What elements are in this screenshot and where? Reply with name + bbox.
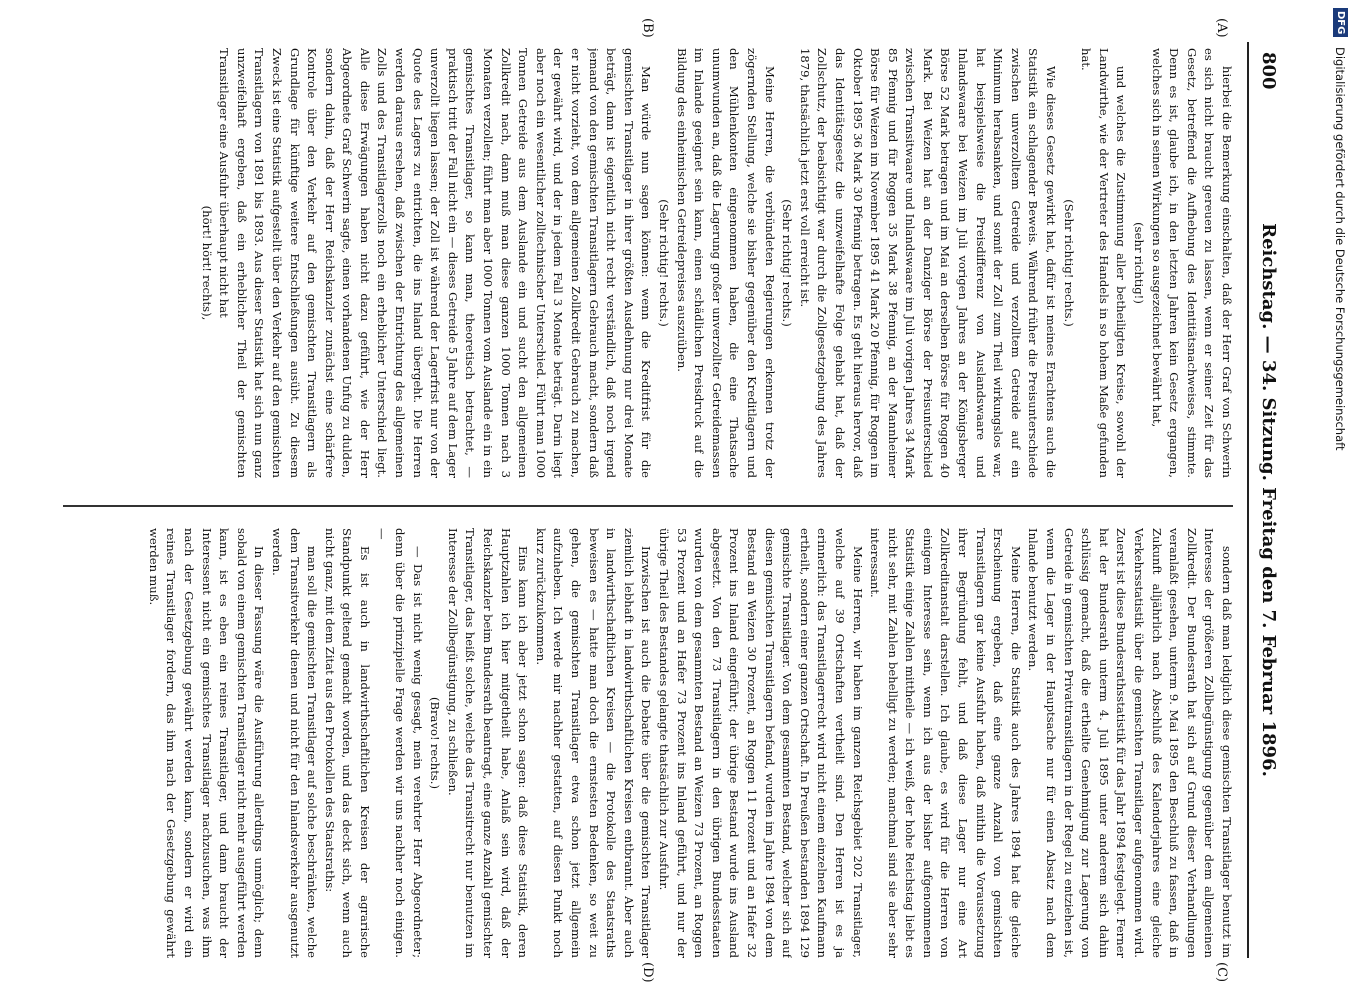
- page-header: [1247, 42, 1283, 958]
- parliamentary-interjection: (Bravo! rechts.): [428, 696, 443, 790]
- paragraph: Meine Herren, wir haben im ganzen Reichsgebiet 202 Transitlager, welche auf 39 Ortschaften vertheilt sind. Den Herren ist es ja erinnerlich: das Transitlagerrecht wird nicht einem einzelnen Kaufmann ertheilt, sondern einer ganzen Ortschaft. In Preußen bestanden 1894 129 gemischte Transitlager. Von dem gesammten Bestand, welcher sich auf diesen gemischten Transitlagern befand, wurden im Jahre 1894 von dem Bestand an Weizen 30 Prozent, an Roggen 11 Prozent und an Hafer 32 Prozent ins Inland eingeführt; der übrige Bestand wurde ins Ausland abgesetzt. Von den 73 Transitlagern in den übrigen Bundesstaaten wurden von dem gesammten Bestand an Weizen 73 Prozent, an Roggen 53 Prozent und an Hafer 73 Prozent ins Inland geführt, und nur der übrige Theil des Bestandes gelangte thatsächlich zur Ausfuhr.: [657, 528, 865, 958]
- parliamentary-interjection: (Sehr richtig! rechts.): [657, 199, 671, 327]
- paragraph: und welches die Zustimmung aller betheiligten Kreise, sowohl der Landwirthe, wie der Vertreter des Handels in so hohem Maße gefunden hat.: [1079, 48, 1129, 478]
- paragraph: hierbei die Bemerkung einschalten, daß der Herr Graf von Schwerin es sich nicht braucht gereuen zu lassen, wenn er seiner Zeit für das Gesetz, betreffend die Aufhebung des Identitätsnachweises, stimmte. Denn es ist, glaube ich, in den letzten Jahren kein Gesetz ergangen, welches sich in seinen Wirkungen so ausgezeichnet bewährt hat,: [1149, 48, 1234, 478]
- paragraph: Man würde nun sagen können: wenn die Kreditfrist für die gemischten Transitlager in ihrer größten Ausdehnung nur drei Monate beträgt, dann ist eigentlich nicht recht verständlich, daß noch irgend jemand von den gemischten Transitlagern Gebrauch macht, sondern daß er nicht vorzieht, von dem allgemeinen Zollkredit Gebrauch zu machen, der gewährt wird, und der in jedem Fall 3 Monate beträgt. Darin liegt aber noch ein wesentlicher zolltechnischer Unterschied. Führt man 1000 Tonnen Getreide aus dem Auslande ein und sucht den allgemeinen Zollkredit nach, dann muß man diese ganzen 1000 Tonnen nach 3 Monaten verzollen; führt man aber 1000 Tonnen vom Auslande ein in ein gemischtes Transitlager, so kann man, theoretisch betrachtet, — praktisch tritt der Fall nicht ein — dieses Getreide 5 Jahre auf dem Lager unverzollt liegen lassen; der Zoll ist während der Lagerfrist nur von der Quote des Lagers zu entrichten, die ins Inland übergeht. Die Herren werden daraus ersehen, daß zwischen der Entrichtung des allgemeinen Zolls und des Transitlagerzolls noch ein erheblicher Unterschied liegt. Alle diese Erwägungen haben nicht dazu geführt, wie der Herr Abgeordnete Graf Schwerin sagte, einen vorhandenen Unfug zu dulden, sondern dahin, daß der Herr Reichskanzler zunächst eine schärfere Kontrole über den Verkehr auf den gemischten Transitlagern als Grundlage für künftige weitere Entschließungen ausübt. Zu diesem Zweck ist eine Statistik aufgestellt über den Verkehr auf den gemischten Transitlagern von 1891 bis 1893. Aus dieser Statistik hat sich nun ganz unzweifelhaft ergeben, daß ein erheblicher Theil der gemischten Transitlager eine Ausfuhr überhaupt nicht hat: [217, 48, 654, 478]
- paragraph: Meine Herren, die Statistik auch des Jahres 1894 hat die gleiche Erscheinung ergeben, daß eine ganze Anzahl von gemischten Transitlagern gar keine Ausfuhr haben, daß mithin die Voraussetzung ihrer Begründung fehlt, und daß diese Lager nur eine Art Zollkreditanstalt darstellen. Ich glaube, es wird für die Herren von einigem Interesse sein, wenn ich aus der bisher aufgenommenen Statistik einige Zahlen mittheile — ich weiß, der hohe Reichstag liebt es nicht sehr, mit Zahlen behelligt zu werden; manchmal sind sie aber sehr interessant.: [868, 528, 1023, 958]
- parliamentary-interjection: (Sehr richtig! rechts.): [1061, 199, 1076, 327]
- column-divider: [63, 505, 1233, 507]
- margin-marker-a: (A): [1214, 18, 1229, 38]
- paragraph: — Das ist nicht wenig gesagt, mein verehrter Herr Abgeordneter; denn über die prinzipielle Frage werden wir uns nachher noch einigen. —: [375, 528, 425, 958]
- digitization-note: Digitalisierung gefördert durch die Deutsche Forschungsgemeinschaft: [1333, 47, 1347, 451]
- paragraph: Wie dieses Gesetz gewirkt hat, dafür ist meines Erachtens auch die Statistik ein schlagender Beweis. Während früher die Preisunterschiede zwischen unverzolltem Getreide und verzolltem Getreide auf ein Minimum herabsanken, und somit der Zoll zum Theil wirkungslos war, hat beispielsweise die Preisdifferenz von Auslandswaare und Inlandswaare bei Weizen im Juli vorigen Jahres an der Königsberger Börse 52 Mark betragen und im Mai an derselben Börse für Roggen 40 Mark. Bei Weizen hat an der Danziger Börse der Preisunterschied zwischen Transitwaare und Inlandswaare im Juli vorigen Jahres 34 Mark 85 Pfennig und für Roggen 35 Mark 38 Pfennig, an der Mannheimer Börse für Weizen im November 1895 41 Mark 20 Pfennig, für Roggen im Oktober 1895 36 Mark 30 Pfennig betragen. Es geht hieraus hervor, daß das Identitätsgesetz die unzweifelhafte Folge gehabt hat, daß der Zollschutz, der beabsichtigt war durch die Zollgesetzgebung des Jahres 1879, thatsächlich jetzt erst voll erreicht ist.: [797, 48, 1059, 478]
- digitization-stamp: [1333, 8, 1348, 450]
- parliamentary-interjection: (sehr richtig!): [1132, 222, 1147, 304]
- page-number: 800: [1258, 52, 1279, 90]
- parliamentary-interjection: (Sehr richtig! rechts.): [780, 199, 795, 327]
- left-text-column: [55, 48, 1235, 478]
- margin-marker-c: (C): [1214, 962, 1229, 983]
- paragraph: In dieser Fassung wäre die Ausführung allerdings unmöglich; denn sobald von einem gemischten Transitlager nicht mehr ausgeführt werden kann, ist es eben ein reines Transitlager, und dann braucht der Interessent nicht ein gemischtes Transitlager nachzusuchen, was ihm nach der Gesetzgebung gewährt werden kann, sondern er wird ein reines Transitlager fordern, das ihm nach der Gesetzgebung gewährt werden muß.: [146, 528, 267, 958]
- page-title: Reichstag. — 34. Sitzung. Freitag den 7. Februar 1896.: [1258, 223, 1279, 777]
- paragraph: Eins kann ich aber jetzt schon sagen: daß diese Statistik, deren Hauptzahlen ich hier mitgetheilt habe, Anlaß sein wird, daß der Reichskanzler beim Bundesrath beantragt, eine ganze Anzahl gemischter Transitlager, das heißt solche, welche das Transitrecht nur benutzen im Interesse der Zollbegünstigung, zu schließen.: [445, 528, 531, 958]
- parliamentary-interjection: (hört! hört! rechts),: [199, 205, 214, 321]
- paragraph: man soll die gemischten Transitlager auf solche beschränken, welche dem Transitverkehr dienen und nicht für den Inlandsverkehr ausgenutzt werden.: [269, 528, 320, 958]
- margin-marker-b: (B): [640, 18, 655, 38]
- paragraph: Meine Herren, die verbündeten Regierungen erkennen trotz der zögernden Stellung, welche sie bisher gegenüber den Kreditlagern und den Mühlenkonten eingenommen haben, die eine Thatsache unumwunden an, daß die Lagerung großer unverzollter Getreidemassen im Inlande geeignet sein kann, einen schädlichen Preisdruck auf die Bildung des einheimischen Getreidepreises auszuüben.: [674, 48, 777, 478]
- dfg-logo: DFG: [1333, 8, 1348, 37]
- right-text-column: [55, 528, 1235, 958]
- paragraph: Es ist auch in landwirthschaftlichen Kreisen der agrarische Standpunkt geltend gemacht worden, und das deckt sich, wenn auch nicht ganz, mit dem Zitat aus den Protokollen des Staatsraths:: [322, 528, 372, 958]
- paragraph: sondern daß man lediglich diese gemischten Transitlager benutzt im Interesse der größeren Zollbegünstigung gegenüber dem allgemeinen Zollkredit. Der Bundesrath hat sich auf Grund dieser Verhandlungen veranlaßt gesehen, unterm 9. Mai 1895 den Beschluß zu fassen, daß in Zukunft alljährlich nach Abschluß des Kalenderjahres eine gleiche Verkehrsstatistik über die gemischten Transitlager aufgenommen wird. Zuerst ist diese Bundesrathsstatistik für das Jahr 1894 festgelegt. Ferner hat der Bundesrath unterm 4. Juli 1895 unter anderem sich dahin schlüssig gemacht, daß die ertheilte Genehmigung zur Lagerung von Getreide in gemischten Privattransitlagern in der Regel zu entziehen ist, wenn die Lager in der Hauptsache nur für einen Absatz nach dem Inlande benutzt werden.: [1026, 528, 1234, 958]
- margin-marker-d: (D): [640, 962, 655, 983]
- paragraph: Inzwischen ist auch die Debatte über die gemischten Transitlager ziemlich lebhaft in landwirthschaftlichen Kreisen entbrannt. Aber auch in landwirthschaftlichen Kreisen — die Protokolle des Staatsraths beweisen es — hatte man doch die ernstesten Bedenken, so weit zu gehen, die gemischten Transitlager etwa schon jetzt allgemein aufzuheben. Ich werde mir nachher gestatten, auf diesen Punkt noch kurz zurückzukommen.: [533, 528, 654, 958]
